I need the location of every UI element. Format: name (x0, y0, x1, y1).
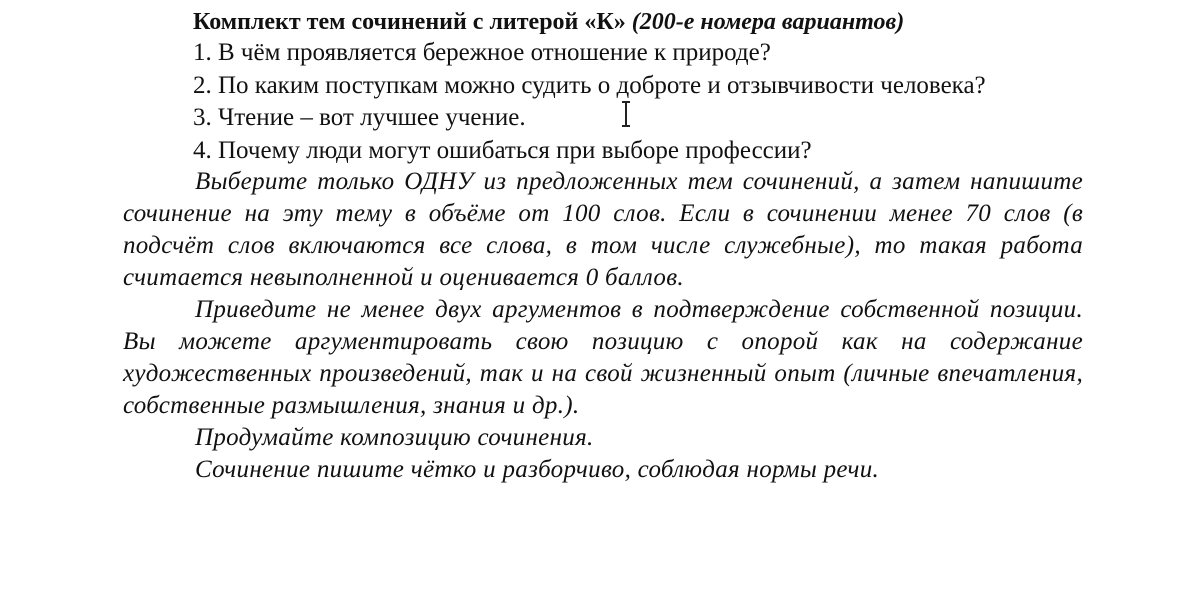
heading-subtitle: (200-е номера вариантов) (631, 9, 905, 35)
topic-item: 4. Почему люди могут ошибаться при выборе профессии? (193, 136, 812, 164)
text-cursor-icon (620, 100, 632, 128)
document-heading (193, 4, 904, 40)
topic-item: 1. В чём проявляется бережное отношение к природе? (193, 39, 771, 66)
instruction-paragraph: Выберите только ОДНУ из предложенных тем сочинений, а затем напишите сочинение на эту тему в объёме от 100 слов. Если в сочинении менее 70 слов (в подсчёт слов включаются все слова, в том числе служебные), то такая работа считается невыполненной и оценивается 0 баллов. (123, 168, 1083, 291)
instruction-paragraph: Приведите не менее двух аргументов в подтверждение собственной позиции. Вы можете аргументировать свою позицию с опорой как на содержание художественных произведений, так и на свой жизненный опыт (личные впечатления, собственные размышления, знания и др.). (123, 296, 1083, 419)
heading-title: Комплект тем сочинений с литерой «К» (193, 9, 626, 35)
instruction-paragraph: Продумайте композицию сочинения. (195, 424, 594, 451)
topic-item: 3. Чтение – вот лучшее учение. (193, 104, 526, 131)
instruction-paragraph: Сочинение пишите чётко и разборчиво, соблюдая нормы речи. (195, 456, 880, 483)
topic-list (193, 37, 986, 167)
topic-item: 2. По каким поступкам можно судить о доброте и отзывчивости человека? (193, 71, 986, 99)
